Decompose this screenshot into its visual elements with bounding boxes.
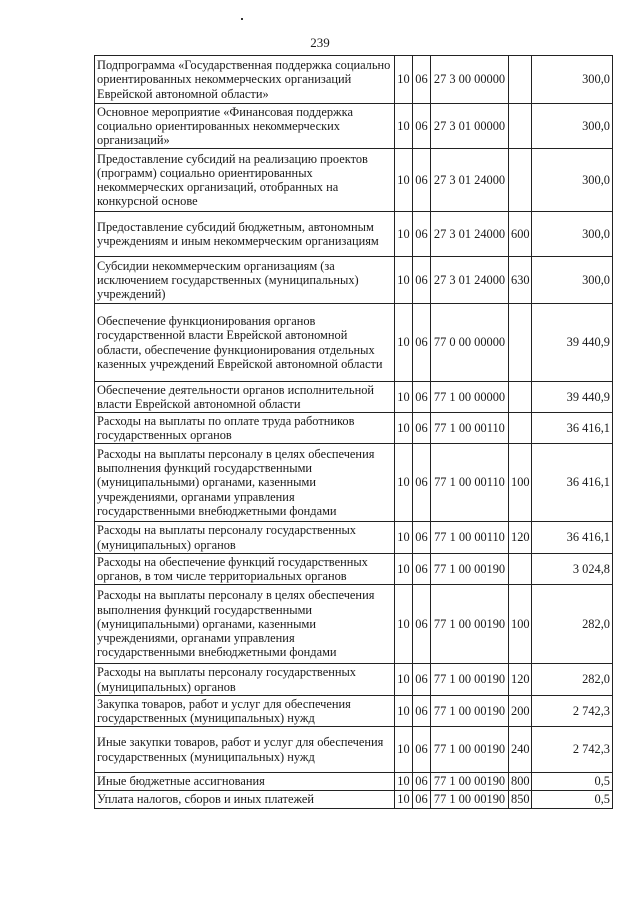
row-pr: 06 [413,413,431,444]
row-pr: 06 [413,104,431,149]
row-name: Расходы на выплаты персоналу государственных (муниципальных) органов [95,522,395,554]
page-number: 239 [310,35,330,50]
row-vr: 850 [509,791,532,809]
row-vr: 240 [509,727,532,773]
row-csr: 77 1 00 00190 [431,727,509,773]
row-sum: 36 416,1 [532,444,613,522]
row-sum: 0,5 [532,773,613,791]
row-rz: 10 [395,444,413,522]
row-pr: 06 [413,585,431,664]
table-row [95,585,613,664]
row-rz: 10 [395,664,413,696]
row-pr: 06 [413,522,431,554]
row-pr: 06 [413,727,431,773]
row-vr: 120 [509,522,532,554]
row-rz: 10 [395,554,413,585]
budget-table-body [95,56,613,809]
row-rz: 10 [395,382,413,413]
row-rz: 10 [395,522,413,554]
row-name: Основное мероприятие «Финансовая поддержка социально ориентированных некоммерческих организаций» [95,104,395,149]
table-row [95,664,613,696]
row-sum: 300,0 [532,212,613,257]
table-row [95,696,613,727]
table-row [95,522,613,554]
row-csr: 27 3 01 24000 [431,212,509,257]
row-rz: 10 [395,696,413,727]
row-csr: 77 1 00 00110 [431,444,509,522]
row-rz: 10 [395,304,413,382]
row-pr: 06 [413,664,431,696]
row-rz: 10 [395,56,413,104]
row-name: Субсидии некоммерческим организациям (за исключением государственных (муниципальных) учреждений) [95,257,395,304]
table-row [95,212,613,257]
row-rz: 10 [395,773,413,791]
row-vr [509,104,532,149]
row-pr: 06 [413,696,431,727]
table-row [95,727,613,773]
row-pr: 06 [413,554,431,585]
row-csr: 77 1 00 00110 [431,522,509,554]
row-name: Предоставление субсидий на реализацию проектов (программ) социально ориентированных некоммерческих организаций, отобранных на конкурсной основе [95,149,395,212]
row-csr: 77 1 00 00190 [431,554,509,585]
row-pr: 06 [413,791,431,809]
row-pr: 06 [413,257,431,304]
row-sum: 39 440,9 [532,382,613,413]
row-pr: 06 [413,444,431,522]
row-sum: 3 024,8 [532,554,613,585]
row-csr: 27 3 01 24000 [431,257,509,304]
row-vr: 100 [509,585,532,664]
row-csr: 77 1 00 00190 [431,791,509,809]
table-row [95,413,613,444]
row-name: Предоставление субсидий бюджетным, автономным учреждениям и иным некоммерческим организациям [95,212,395,257]
row-name: Расходы на выплаты персоналу в целях обеспечения выполнения функций государственными (муниципальными) органами, казенными учреждениями, органами управления государственными внебюджетными фондами [95,585,395,664]
row-rz: 10 [395,212,413,257]
row-pr: 06 [413,382,431,413]
row-csr: 27 3 00 00000 [431,56,509,104]
scan-speck [241,18,243,20]
row-name: Уплата налогов, сборов и иных платежей [95,791,395,809]
row-name: Расходы на выплаты персоналу в целях обеспечения выполнения функций государственными (муниципальными) органами, казенными учреждениями, органами управления государственными внебюджетными фондами [95,444,395,522]
row-sum: 2 742,3 [532,696,613,727]
row-sum: 36 416,1 [532,522,613,554]
row-name: Иные бюджетные ассигнования [95,773,395,791]
row-pr: 06 [413,149,431,212]
row-pr: 06 [413,212,431,257]
row-name: Подпрограмма «Государственная поддержка социально ориентированных некоммерческих организаций Еврейской автономной области» [95,56,395,104]
table-row [95,149,613,212]
row-csr: 77 1 00 00190 [431,664,509,696]
table-row [95,104,613,149]
row-csr: 27 3 01 24000 [431,149,509,212]
row-sum: 300,0 [532,104,613,149]
row-vr: 600 [509,212,532,257]
row-sum: 300,0 [532,257,613,304]
row-sum: 36 416,1 [532,413,613,444]
table-row [95,56,613,104]
row-name: Обеспечение деятельности органов исполнительной власти Еврейской автономной области [95,382,395,413]
row-name: Расходы на обеспечение функций государственных органов, в том числе территориальных органов [95,554,395,585]
row-sum: 282,0 [532,664,613,696]
row-vr [509,382,532,413]
row-csr: 27 3 01 00000 [431,104,509,149]
row-vr [509,149,532,212]
row-name: Обеспечение функционирования органов государственной власти Еврейской автономной области, обеспечение функционирования отдельных казенных учреждений Еврейской автономной области [95,304,395,382]
row-csr: 77 1 00 00190 [431,773,509,791]
row-name: Расходы на выплаты по оплате труда работников государственных органов [95,413,395,444]
row-sum: 300,0 [532,149,613,212]
row-rz: 10 [395,727,413,773]
row-rz: 10 [395,257,413,304]
row-csr: 77 1 00 00000 [431,382,509,413]
table-row [95,257,613,304]
row-rz: 10 [395,413,413,444]
row-vr [509,304,532,382]
row-csr: 77 0 00 00000 [431,304,509,382]
row-pr: 06 [413,56,431,104]
row-csr: 77 1 00 00190 [431,585,509,664]
row-vr: 800 [509,773,532,791]
row-vr: 200 [509,696,532,727]
row-csr: 77 1 00 00190 [431,696,509,727]
row-sum: 2 742,3 [532,727,613,773]
table-row [95,773,613,791]
row-rz: 10 [395,149,413,212]
row-vr: 120 [509,664,532,696]
budget-table [94,55,613,809]
row-pr: 06 [413,773,431,791]
table-row [95,791,613,809]
row-csr: 77 1 00 00110 [431,413,509,444]
row-name: Расходы на выплаты персоналу государственных (муниципальных) органов [95,664,395,696]
row-vr: 630 [509,257,532,304]
row-rz: 10 [395,791,413,809]
row-pr: 06 [413,304,431,382]
table-row [95,444,613,522]
row-sum: 300,0 [532,56,613,104]
row-vr: 100 [509,444,532,522]
row-vr [509,554,532,585]
row-sum: 282,0 [532,585,613,664]
row-vr [509,56,532,104]
row-name: Закупка товаров, работ и услуг для обеспечения государственных (муниципальных) нужд [95,696,395,727]
table-row [95,554,613,585]
row-rz: 10 [395,585,413,664]
table-row [95,304,613,382]
row-name: Иные закупки товаров, работ и услуг для обеспечения государственных (муниципальных) нужд [95,727,395,773]
row-sum: 0,5 [532,791,613,809]
table-row [95,382,613,413]
row-vr [509,413,532,444]
row-rz: 10 [395,104,413,149]
row-sum: 39 440,9 [532,304,613,382]
